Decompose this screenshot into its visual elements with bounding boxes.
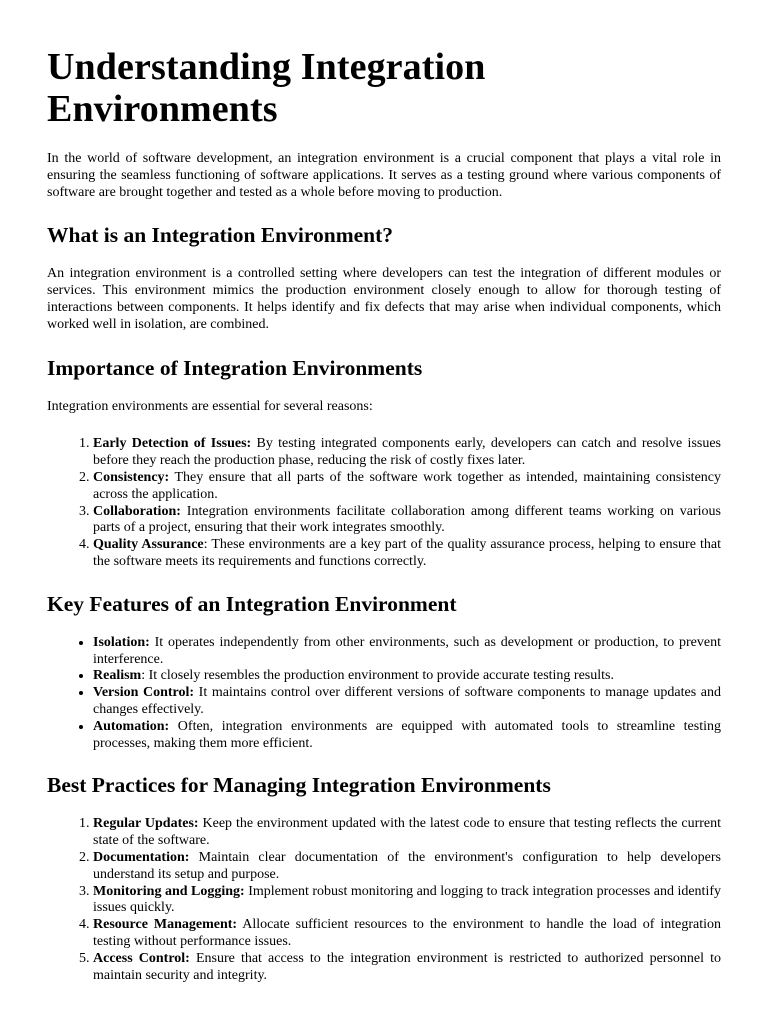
list-item-term: Early Detection of Issues:: [93, 436, 252, 452]
list-item-term: Consistency:: [93, 469, 170, 485]
list-item: [93, 504, 721, 538]
practices-list: [47, 816, 721, 984]
list-item: [93, 816, 721, 850]
list-item-text: By testing integrated components early, developers can catch and resolve issues before they reach the production phase, reducing the risk of costly fixes later.: [93, 436, 722, 469]
list-item: [93, 685, 721, 719]
section-heading-what: What is an Integration Environment?: [47, 223, 394, 248]
list-item-text: Allocate sufficient resources to the environment to handle the load of integration testing without performance issues.: [93, 917, 721, 949]
list-item-term: Resource Management:: [93, 917, 238, 933]
list-item-text: Implement robust monitoring and logging to track integration processes and identify issues quickly.: [93, 883, 721, 916]
list-item-term: Isolation:: [93, 634, 150, 650]
list-item: [93, 470, 721, 504]
list-item-term: Quality Assurance: [93, 537, 204, 553]
importance-list: [47, 436, 721, 570]
list-item: [93, 635, 721, 669]
list-item-text: : These environments are a key part of the quality assurance process, helping to ensure that the software meets its requirements and functions correctly.: [93, 537, 721, 569]
list-item-term: Realism: [93, 668, 142, 684]
section-heading-practices: Best Practices for Managing Integration Environments: [47, 773, 551, 798]
page-title: Understanding Integration Environments: [47, 46, 486, 130]
list-item-text: Integration environments facilitate collaboration among different teams working on various parts of a project, ensuring that their work integrates smoothly.: [93, 503, 721, 536]
list-item-term: Monitoring and Logging:: [93, 883, 245, 899]
what-paragraph: An integration environment is a controlled setting where developers can test the integration of different modules or services. This environment mimics the production environment closely enough to allow for thorough testing of interactions between components. It helps identify and fix defects that may arise when individual components, which worked well in isolation, are combined.: [47, 266, 721, 332]
list-item-text: It maintains control over different versions of software components to manage updates and changes effectively.: [93, 685, 721, 717]
intro-paragraph: In the world of software development, an integration environment is a crucial component that plays a vital role in ensuring the seamless functioning of software applications. It serves as a testing ground where various components of software are brought together and tested as a whole before moving to production.: [47, 151, 721, 200]
list-item: [93, 436, 721, 470]
list-item-text: Maintain clear documentation of the environment's configuration to help developers understand its setup and purpose.: [93, 849, 721, 882]
list-item-term: Access Control:: [93, 950, 190, 966]
list-item: [93, 951, 721, 985]
list-item-term: Regular Updates:: [93, 816, 199, 832]
list-item-text: They ensure that all parts of the software work together as intended, maintaining consistency across the application.: [93, 469, 721, 502]
section-heading-importance: Importance of Integration Environments: [47, 355, 423, 380]
section-heading-features: Key Features of an Integration Environment: [47, 591, 457, 616]
list-item: [93, 537, 721, 571]
list-item-text: Often, integration environments are equipped with automated tools to streamline testing processes, making them more efficient.: [93, 718, 721, 751]
list-item-term: Documentation:: [93, 849, 190, 865]
list-item-term: Automation:: [93, 718, 170, 734]
list-item-text: Keep the environment updated with the latest code to ensure that testing reflects the current state of the software.: [93, 816, 721, 849]
features-list: [47, 635, 721, 753]
list-item-term: Collaboration:: [93, 503, 181, 519]
list-item-text: It operates independently from other environments, such as development or production, to prevent interference.: [93, 634, 721, 667]
list-item-term: Version Control:: [93, 685, 195, 701]
importance-lead: Integration environments are essential for several reasons:: [47, 398, 373, 414]
list-item: [93, 884, 721, 918]
list-item-text: Ensure that access to the integration environment is restricted to authorized personnel to maintain security and integrity.: [93, 950, 721, 983]
list-item: [93, 668, 721, 685]
list-item-text: : It closely resembles the production environment to provide accurate testing results.: [141, 668, 614, 684]
list-item: [93, 850, 721, 884]
list-item: [93, 917, 721, 951]
list-item: [93, 719, 721, 753]
